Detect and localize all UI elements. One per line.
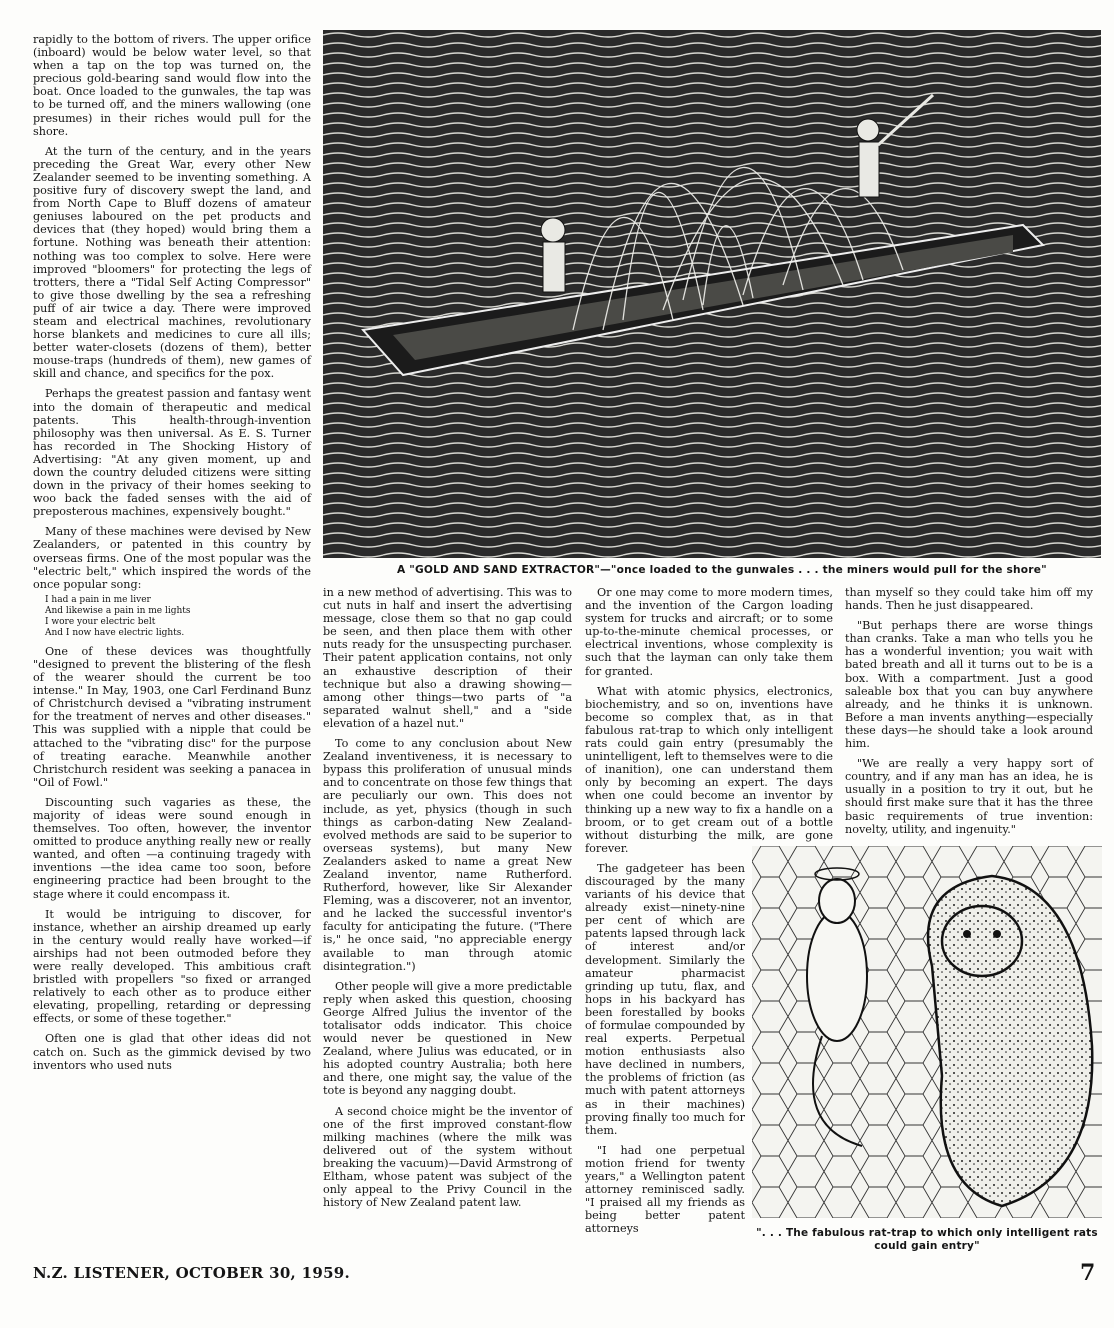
verse-line: And likewise a pain in me lights bbox=[45, 605, 191, 616]
paragraph: Discounting such vagaries as these, the majority of ideas were sound enough in themselves. Too often, however, the inventor omitted to produce anything really new or really wanted, and often —a continuing tragedy with inventions —the idea came too soon, before engineering practice had been brought to the stage where it could encompass it. bbox=[33, 795, 311, 901]
verse-line: I had a pain in me liver bbox=[45, 594, 151, 605]
paragraph: One of these devices was thoughtfully "designed to prevent the blistering of the flesh of the wearer should the current be too intense." In May, 1903, one Carl Ferdinand Bunz of Christchurch devised a "vibrating instrument for the treatment of nerves and other diseases." This was supplied with a nipple that could be attached to the "vibrating disc" for the purpose of treating earache. Meanwhile another Christchurch resident was seeking a panacea in "Oil of Fowl." bbox=[33, 644, 311, 789]
column-3-lower bbox=[585, 862, 745, 1236]
paragraph: Perhaps the greatest passion and fantasy went into the domain of therapeutic and medical patents. This health-through-invention philosophy was then universal. As E. S. Turner has recorded in The Shocking History of Advertising: "At any given moment, up and down the country deluded citizens were sitting down in the privacy of their homes seeking to woo back the faded senses with the aid of preposterous machines, expensively bought." bbox=[33, 387, 311, 519]
verse-line: I wore your electric belt bbox=[45, 616, 156, 627]
paragraph: To come to any conclusion about New Zealand inventiveness, it is necessary to bypass this proliferation of unusual minds and to concentrate on those few things that are peculiarly our own. This does not include, as yet, physics (though in such things as carbon-dating New Zealand-evolved methods are said to be superior to overseas systems), but many New Zealanders asked to name a great New Zealand inventor, name Rutherford. Rutherford, however, like Sir Alexander Fleming, was a discoverer, not an inventor, and he lacked the successful inventor's faculty for anticipating the future. ("There is," he once said, "no appreciable energy available to man through atomic disintegration.") bbox=[323, 737, 572, 973]
publication-footer: N.Z. LISTENER, OCTOBER 30, 1959. bbox=[33, 1264, 351, 1282]
water-boat-drawing bbox=[323, 30, 1101, 558]
caption-title: A "GOLD AND SAND EXTRACTOR" bbox=[397, 564, 601, 576]
paragraph: Or one may come to more modern times, and the invention of the Cargon loading system for trucks and aircraft; or to some up-to-the-minute chemical processes, or electrical inventions, whose complexity is such that the layman can only take them for granted. bbox=[585, 586, 833, 678]
paragraph: "We are really a very happy sort of country, and if any man has an idea, he is usually in a position to try it out, but he should first make sure that it has the three basic requirements of true invention: novelty, utility, and ingenuity." bbox=[845, 757, 1093, 836]
article-column-1 bbox=[33, 33, 311, 1079]
paragraph: "I had one perpetual motion friend for twenty years," a Wellington patent attorney reminisced sadly. "I praised all my friends as being better patent attorneys bbox=[585, 1143, 745, 1236]
paragraph: What with atomic physics, electronics, biochemistry, and so on, inventions have become so complex that, as in that fabulous rat-trap to which only intelligent rats could gain entry (presumably the unintelligent, left to themselves were to die of inanition), one can understand them only by becoming an expert. The days when one could become an inventor by thinking up a new way to fix a handle on a broom, or to get cream out of a bottle without disturbing the milk, are gone forever. bbox=[585, 684, 833, 855]
paragraph: than myself so they could take him off my hands. Then he just disappeared. bbox=[845, 586, 1093, 613]
illustration-1-caption bbox=[397, 564, 1102, 576]
verse-line: And I now have electric lights. bbox=[45, 627, 185, 638]
illustration-2-caption bbox=[752, 1227, 1102, 1253]
article-column-4 bbox=[845, 586, 1093, 843]
caption-text: —"once loaded to the gunwales . . . the miners would pull for the shore" bbox=[600, 564, 1047, 576]
paragraph: Other people will give a more predictable reply when asked this question, choosing George Alfred Julius the inventor of the totalisator odds indicator. This choice would never be questioned in New Zealand, where Julius was educated, or in his adopted country Australia; both here and there, one might say, the value of the tote is beyond any nagging doubt. bbox=[323, 979, 572, 1098]
paragraph: A second choice might be the inventor of one of the first improved constant-flow milking machines (where the milk was delivered out of the system without breaking the vacuum)—David Armstrong of Eltham, whose patent was subject of the only appeal to the Privy Council in the history of New Zealand patent law. bbox=[323, 1104, 572, 1210]
paragraph: At the turn of the century, and in the years preceding the Great War, every other New Zealander seemed to be inventing something. A positive fury of discovery swept the land, and from North Cape to Bluff dozens of amateur geniuses laboured on the pet products and devices that (they hoped) would bring them a fortune. Nothing was beneath their attention: nothing was too complex to solve. Here were improved "bloomers" for protecting the legs of trotters, there a "Tidal Self Acting Compressor" to give those dwelling by the sea a refreshing puff of air twice a day. There were improved steam and electrical machines, revolutionary horse blankets and medicines to cure all ills; better water-closets (dozens of them), better mouse-traps (hundreds of them), new games of skill and chance, and specifics for the pox. bbox=[33, 144, 311, 381]
gold-extractor-illustration bbox=[323, 30, 1101, 558]
caption-line: ". . . The fabulous rat-trap to which only intelligent rats bbox=[756, 1227, 1098, 1239]
paragraph: rapidly to the bottom of rivers. The upper orifice (inboard) would be below water level, so that when a tap on the top was turned on, the precious gold-bearing sand would flow into the boat. Once loaded to the gunwales, the tap was to be turned off, and the miners wallowing (one presumes) in their riches would pull for the shore. bbox=[33, 33, 311, 138]
article-column-2 bbox=[323, 586, 572, 1216]
paragraph: "But perhaps there are worse things than cranks. Take a man who tells you he has a wonderful invention; you wait with bated breath and all it turns out to be is a box. With a compartment. Just a good saleable box that you can buy anywhere already, and he thinks it is unknown. Before a man invents anything—especially these days—he should take a look around him. bbox=[845, 619, 1093, 751]
rats-drawing bbox=[752, 846, 1102, 1218]
paragraph: in a new method of advertising. This was to cut nuts in half and insert the advertising message, close them so that no gap could be seen, and then place them with other nuts ready for the unsuspecting purchaser. Their patent application contains, not only an exhaustive description of their technique but also a drawing showing—among other things—two parts of "a separated walnut shell," and a "side elevation of a hazel nut." bbox=[323, 586, 572, 730]
paragraph: The gadgeteer has been discouraged by the many variants of his device that already exist—ninety-nine per cent of which are patents lapsed through lack of interest and/or development. Similarly the amateur pharmacist grinding up tutu, flax, and hops in his backyard has been forestalled by books of formulae compounded by real experts. Perpetual motion enthusiasts also have declined in numbers, the problems of friction (as much with patent attorneys as in their machines) proving finally too much for them. bbox=[585, 861, 745, 1137]
page-number: 7 bbox=[1080, 1260, 1096, 1286]
paragraph: Many of these machines were devised by New Zealanders, or patented in this country by overseas firms. One of the most popular was the "electric belt," which inspired the words of the once popular song: bbox=[33, 525, 311, 591]
paragraph: Often one is glad that other ideas did not catch on. Such as the gimmick devised by two inventors who used nuts bbox=[33, 1032, 311, 1072]
rat-trap-illustration bbox=[752, 846, 1102, 1218]
caption-line: could gain entry" bbox=[874, 1240, 980, 1252]
song-verse bbox=[45, 595, 311, 639]
paragraph: It would be intriguing to discover, for instance, whether an airship dreamed up early in the century would really have worked—if airships had not been outmoded before they were really developed. This ambitious craft bristled with propellers "so fixed or arranged relatively to each other as to produce either elevating, propelling, retarding or depressing effects, or some of these together." bbox=[33, 907, 311, 1026]
